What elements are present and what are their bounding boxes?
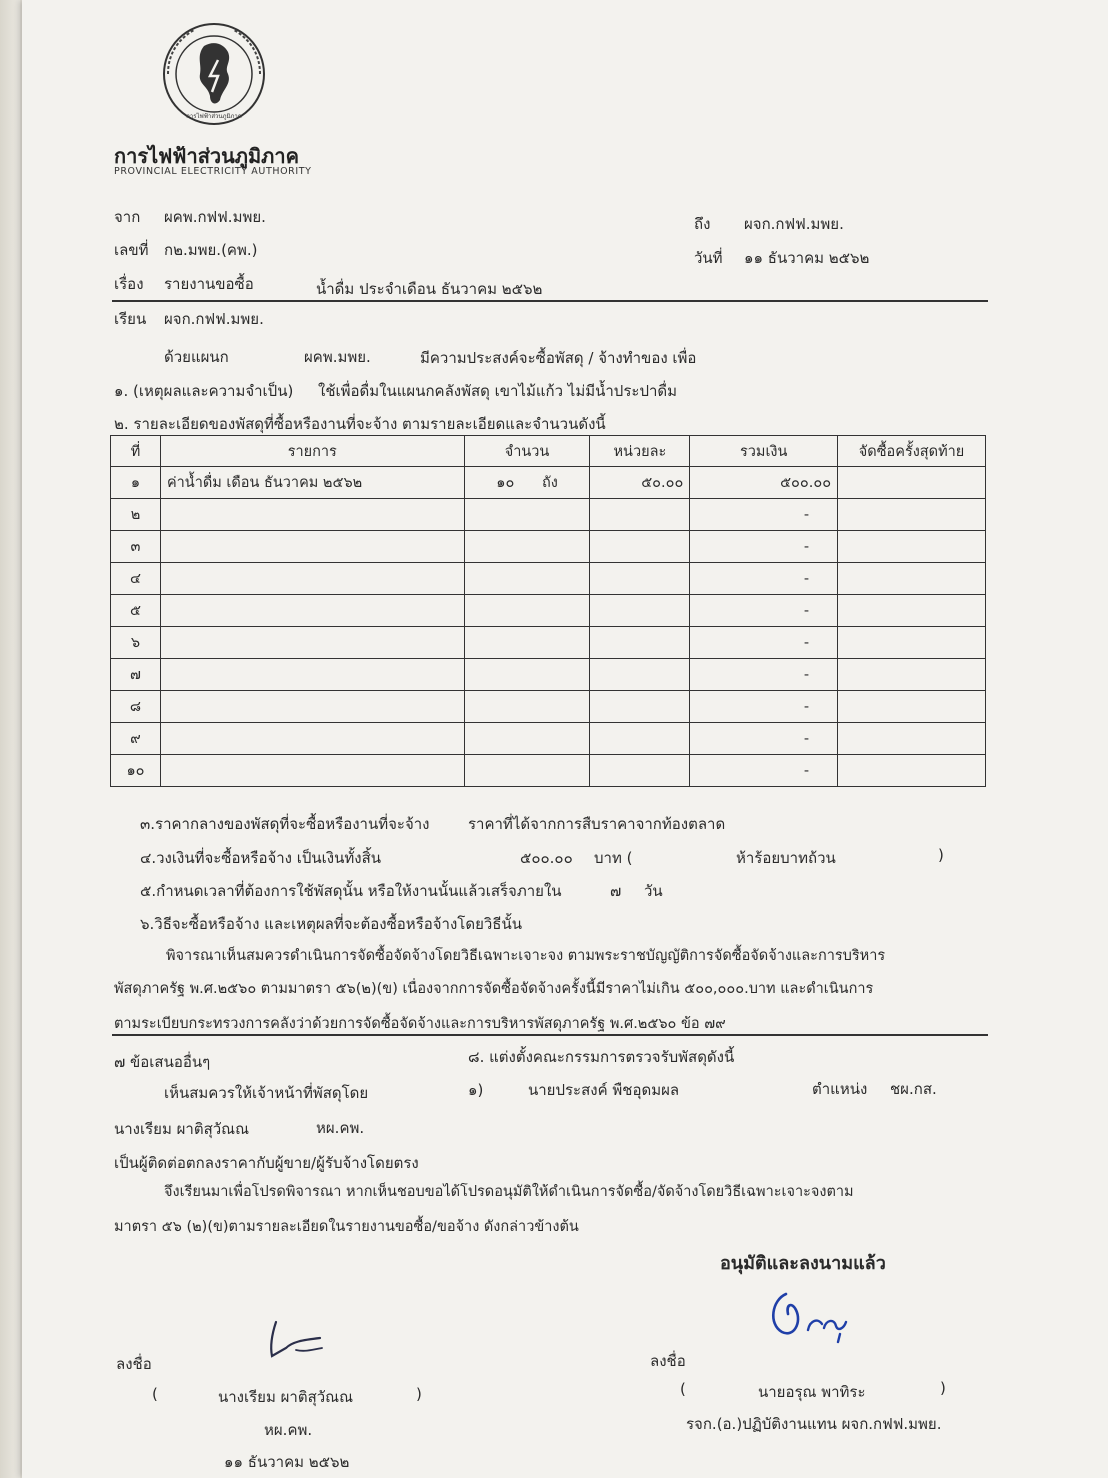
row-total: -	[690, 755, 838, 787]
row-item	[160, 531, 464, 563]
row-total: -	[690, 563, 838, 595]
row-qty	[464, 467, 590, 499]
section6-line1: พิจารณาเห็นสมควรดำเนินการจัดซื้อจัดจ้างโดยวิธีเฉพาะเจาะจง ตามพระราชบัญญัติการจัดซื้อจัดจ้างและการบริหาร	[166, 948, 886, 964]
header-rule	[112, 300, 988, 302]
section-rule	[112, 1034, 988, 1036]
desk-edge	[0, 0, 20, 1478]
row-qty	[464, 595, 590, 627]
from-value: ผคพ.กฟฟ.มพย.	[164, 208, 266, 226]
details-heading: ๒. รายละเอียดของพัสดุที่ซื้อหรืองานที่จะจ้าง ตามรายละเอียดและจำนวนดังนี้	[114, 415, 606, 433]
section8-no: ๑)	[468, 1081, 484, 1099]
left-sign-position: หผ.คพ.	[264, 1421, 313, 1439]
row-last	[838, 563, 986, 595]
section3-label: ๓.ราคากลางของพัสดุที่จะซื้อหรืองานที่จะจ้าง	[140, 815, 430, 833]
row-no: ๙	[111, 723, 161, 755]
row-no: ๖	[111, 627, 161, 659]
row-price	[590, 563, 690, 595]
section8-pos-label: ตำแหน่ง	[812, 1080, 868, 1098]
section7-pos: หผ.คพ.	[316, 1119, 365, 1137]
row-no: ๒	[111, 499, 161, 531]
left-signature-icon	[262, 1318, 332, 1362]
row-qty	[464, 723, 590, 755]
left-sign-date: ๑๑ ธันวาคม ๒๕๖๒	[224, 1453, 350, 1471]
row-no: ๑	[111, 467, 161, 499]
row-last	[838, 659, 986, 691]
row-no: ๑๐	[111, 755, 161, 787]
salutation-label: เรียน	[114, 310, 147, 328]
closing-line2: มาตรา ๕๖ (๒)(ข)ตามรายละเอียดในรายงานขอซื้อ/ขอจ้าง ดังกล่าวข้างต้น	[114, 1219, 579, 1235]
table-header-row	[111, 436, 986, 467]
row-price	[590, 499, 690, 531]
section5-label: ๕.กำหนดเวลาที่ต้องการใช้พัสดุนั้น หรือให้งานนั้นแล้วเสร็จภายใน	[140, 882, 562, 900]
section5-days: ๗	[610, 882, 622, 900]
row-no: ๘	[111, 691, 161, 723]
reason-label: ๑. (เหตุผลและความจำเป็น)	[114, 382, 294, 400]
row-last	[838, 627, 986, 659]
subject-label: เรื่อง	[114, 275, 144, 293]
row-total: ๕๐๐.๐๐	[690, 467, 838, 499]
row-item	[160, 595, 464, 627]
row-qty-unit: ถัง	[541, 475, 558, 491]
section8-label: ๘. แต่งตั้งคณะกรรมการตรวจรับพัสดุดังนี้	[468, 1048, 735, 1066]
row-item: ค่าน้ำดื่ม เดือน ธันวาคม ๒๕๖๒	[160, 467, 464, 499]
items-table	[110, 435, 986, 787]
row-price	[590, 595, 690, 627]
pea-seal-icon	[158, 22, 270, 126]
col-header-item: รายการ	[160, 436, 464, 467]
date-value: ๑๑ ธันวาคม ๒๕๖๒	[744, 249, 870, 267]
row-total: -	[690, 499, 838, 531]
row-price	[590, 755, 690, 787]
row-total: -	[690, 691, 838, 723]
table-row	[111, 595, 986, 627]
row-item	[160, 691, 464, 723]
table-row	[111, 531, 986, 563]
row-item	[160, 563, 464, 595]
row-qty	[464, 691, 590, 723]
section4-amount: ๕๐๐.๐๐	[520, 849, 573, 867]
row-price	[590, 723, 690, 755]
row-qty-value: ๑๐	[496, 475, 515, 491]
table-row	[111, 691, 986, 723]
section6-label: ๖.วิธีจะซื้อหรือจ้าง และเหตุผลที่จะต้องซื้อหรือจ้างโดยวิธีนั้น	[140, 915, 522, 933]
left-sign-close: )	[416, 1385, 422, 1403]
row-no: ๔	[111, 563, 161, 595]
to-value: ผจก.กฟฟ.มพย.	[744, 215, 844, 233]
row-last	[838, 755, 986, 787]
col-header-last-purchase: จัดซื้อครั้งสุดท้าย	[838, 436, 986, 467]
row-qty	[464, 659, 590, 691]
col-header-no: ที่	[111, 436, 161, 467]
table-row	[111, 659, 986, 691]
salutation-value: ผจก.กฟฟ.มพย.	[164, 310, 264, 328]
row-price	[590, 531, 690, 563]
row-qty	[464, 531, 590, 563]
row-last	[838, 691, 986, 723]
section7-line3: เป็นผู้ติดต่อตกลงราคากับผู้ขาย/ผู้รับจ้างโดยตรง	[114, 1154, 419, 1172]
right-sign-name: นายอรุณ พาทิระ	[758, 1383, 866, 1401]
closing-line1: จึงเรียนมาเพื่อโปรดพิจารณา หากเห็นชอบขอได้โปรดอนุมัติให้ดำเนินการจัดซื้อ/จัดจ้างโดยวิธีเฉพาะเจาะจงตาม	[164, 1184, 854, 1200]
right-sign-position: รจก.(อ.)ปฏิบัติงานแทน ผจก.กฟฟ.มพย.	[686, 1415, 942, 1433]
from-label: จาก	[114, 208, 141, 226]
subject-detail: น้ำดื่ม ประจำเดือน ธันวาคม ๒๕๖๒	[316, 280, 543, 298]
row-item	[160, 499, 464, 531]
row-price	[590, 627, 690, 659]
svg-text:การไฟฟ้าส่วนภูมิภาค: การไฟฟ้าส่วนภูมิภาค	[186, 113, 242, 120]
org-name-thai: การไฟฟ้าส่วนภูมิภาค	[114, 144, 299, 168]
section4-label: ๔.วงเงินที่จะซื้อหรือจ้าง เป็นเงินทั้งสิ้น	[140, 849, 381, 867]
subject-value: รายงานขอซื้อ	[164, 275, 254, 293]
row-qty	[464, 755, 590, 787]
table-row	[111, 563, 986, 595]
col-header-qty: จำนวน	[464, 436, 590, 467]
section7-line1: เห็นสมควรให้เจ้าหน้าที่พัสดุโดย	[164, 1084, 369, 1102]
right-sign-close: )	[940, 1379, 946, 1397]
row-item	[160, 659, 464, 691]
left-sign-open: (	[152, 1385, 158, 1403]
row-item	[160, 723, 464, 755]
section4-words: ห้าร้อยบาทถ้วน	[736, 849, 836, 867]
right-sign-open: (	[680, 1380, 686, 1398]
org-name-english: PROVINCIAL ELECTRICITY AUTHORITY	[114, 166, 312, 177]
row-no: ๗	[111, 659, 161, 691]
section7-name: นางเรียม ผาติสุวัณณ	[114, 1120, 249, 1138]
purpose-text: มีความประสงค์จะซื้อพัสดุ / จ้างทำของ เพื่อ	[420, 349, 697, 367]
table-row	[111, 467, 986, 499]
section6-line2: พัสดุภาครัฐ พ.ศ.๒๕๖๐ ตามมาตรา ๕๖(๒)(ข) เนื่องจากการจัดซื้อจัดจ้างครั้งนี้มีราคาไม่เกิน ๕๐๐,๐๐๐.บาท และดำเนินการ	[114, 981, 874, 997]
section3-value: ราคาที่ได้จากการสืบราคาจากท้องตลาด	[468, 815, 726, 833]
row-item	[160, 755, 464, 787]
row-last	[838, 499, 986, 531]
row-qty	[464, 499, 590, 531]
col-header-total: รวมเงิน	[690, 436, 838, 467]
row-price	[590, 659, 690, 691]
row-total: -	[690, 595, 838, 627]
dept-value: ผคพ.มพย.	[304, 348, 371, 366]
section7-label: ๗ ข้อเสนออื่นๆ	[114, 1053, 211, 1071]
to-label: ถึง	[694, 215, 711, 233]
row-price: ๕๐.๐๐	[590, 467, 690, 499]
table-row	[111, 755, 986, 787]
row-last	[838, 723, 986, 755]
row-total: -	[690, 627, 838, 659]
date-label: วันที่	[694, 249, 723, 267]
table-row	[111, 499, 986, 531]
row-price	[590, 691, 690, 723]
dept-label: ด้วยแผนก	[164, 348, 229, 366]
table-row	[111, 627, 986, 659]
table-row	[111, 723, 986, 755]
section4-close: )	[938, 846, 944, 864]
approved-note: อนุมัติและลงนามแล้ว	[720, 1253, 886, 1274]
left-sign-label: ลงชื่อ	[116, 1355, 152, 1373]
row-last	[838, 531, 986, 563]
right-signature-icon	[764, 1284, 864, 1350]
col-header-unit-price: หน่วยละ	[590, 436, 690, 467]
row-total: -	[690, 723, 838, 755]
row-total: -	[690, 659, 838, 691]
section8-name: นายประสงค์ พืชอุดมผล	[528, 1081, 680, 1099]
section5-unit: วัน	[644, 882, 663, 900]
ref-value: ก๒.มพย.(คพ.)	[164, 241, 258, 259]
row-no: ๓	[111, 531, 161, 563]
left-sign-name: นางเรียม ผาติสุวัณณ	[218, 1388, 353, 1406]
reason-value: ใช้เพื่อดื่มในแผนกคลังพัสดุ เขาไม้แก้ว ไม่มีน้ำประปาดื่ม	[318, 382, 678, 400]
row-qty	[464, 627, 590, 659]
right-sign-label: ลงชื่อ	[650, 1352, 686, 1370]
row-qty	[464, 563, 590, 595]
row-no: ๕	[111, 595, 161, 627]
row-item	[160, 627, 464, 659]
ref-label: เลขที่	[114, 241, 149, 259]
section6-line3: ตามระเบียบกระทรวงการคลังว่าด้วยการจัดซื้อจัดจ้างและการบริหารพัสดุภาครัฐ พ.ศ.๒๕๖๐ ข้อ ๗๙	[114, 1016, 726, 1032]
section4-baht: บาท (	[594, 849, 633, 867]
section8-pos: ชผ.กส.	[890, 1080, 937, 1098]
row-last	[838, 595, 986, 627]
row-total: -	[690, 531, 838, 563]
row-last	[838, 467, 986, 499]
